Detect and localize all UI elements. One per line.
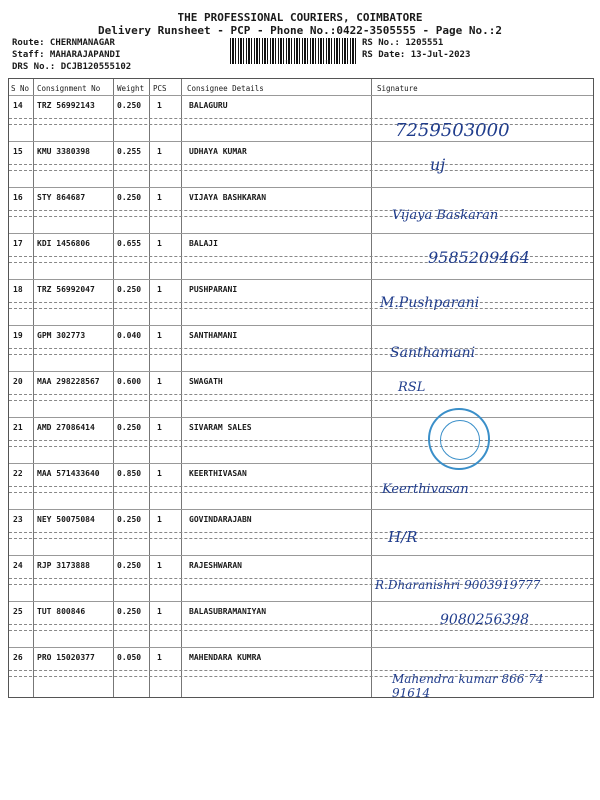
col-sno-header: S No (11, 84, 30, 93)
table-row (9, 325, 593, 372)
cell-weight: 0.600 (117, 377, 142, 386)
cell-sno: 25 (13, 607, 23, 616)
cell-consignee: VIJAYA BASHKARAN (189, 193, 267, 202)
cell-weight: 0.040 (117, 331, 142, 340)
cell-consignment: NEY 50075084 (37, 515, 95, 524)
col-consignee-header: Consignee Details (187, 84, 264, 93)
staff-label: Staff: MAHARAJAPANDI (12, 50, 121, 60)
cell-pcs: 1 (157, 101, 162, 110)
cell-consignment: AMD 27086414 (37, 423, 95, 432)
signature-row-20: RSL (398, 380, 426, 395)
signature-row-25: 9080256398 (440, 612, 530, 628)
runsheet-subtitle: Delivery Runsheet - PCP - Phone No.:0422-3505555 - Page No.:2 (98, 24, 502, 37)
cell-sno: 22 (13, 469, 23, 478)
signature-row-24: R.Dharanishri 9003919777 (375, 578, 541, 592)
cell-weight: 0.250 (117, 285, 142, 294)
cell-consignment: MAA 298228567 (37, 377, 100, 386)
cell-sno: 23 (13, 515, 23, 524)
cell-pcs: 1 (157, 515, 162, 524)
cell-weight: 0.250 (117, 515, 142, 524)
runsheet-table (8, 78, 594, 698)
cell-pcs: 1 (157, 285, 162, 294)
delivery-stamp (428, 408, 490, 470)
cell-consignment: KMU 3380398 (37, 147, 90, 156)
signature-row-22: Keerthivasan (382, 482, 469, 497)
cell-pcs: 1 (157, 377, 162, 386)
signature-row-15: uj (430, 155, 446, 174)
cell-sno: 16 (13, 193, 23, 202)
cell-consignment: MAA 571433640 (37, 469, 100, 478)
table-row (9, 509, 593, 556)
cell-weight: 0.250 (117, 193, 142, 202)
cell-sno: 14 (13, 101, 23, 110)
barcode (230, 38, 358, 64)
cell-sno: 18 (13, 285, 23, 294)
rs-number: RS No.: 1205551 (362, 38, 444, 48)
cell-consignment: TUT 800846 (37, 607, 86, 616)
cell-weight: 0.250 (117, 607, 142, 616)
cell-consignee: UDHAYA KUMAR (189, 147, 247, 156)
cell-consignee: GOVINDARAJABN (189, 515, 252, 524)
cell-pcs: 1 (157, 239, 162, 248)
cell-weight: 0.250 (117, 561, 142, 570)
signature-row-14: 7259503000 (395, 120, 510, 141)
cell-weight: 0.250 (117, 423, 142, 432)
signature-row-19: Santhamani (390, 345, 476, 361)
table-row (9, 371, 593, 418)
col-signature-header: Signature (377, 84, 418, 93)
cell-consignee: PUSHPARANI (189, 285, 238, 294)
cell-consignment: TRZ 56992143 (37, 101, 95, 110)
signature-row-23: H/R (388, 528, 418, 546)
table-row (9, 279, 593, 326)
cell-consignee: BALASUBRAMANIYAN (189, 607, 267, 616)
col-pcs-header: PCS (153, 84, 167, 93)
cell-pcs: 1 (157, 607, 162, 616)
signature-row-18: M.Pushparani (380, 295, 480, 311)
cell-consignment: RJP 3173888 (37, 561, 90, 570)
cell-weight: 0.050 (117, 653, 142, 662)
cell-consignee: BALAGURU (189, 101, 228, 110)
cell-consignment: PRO 15020377 (37, 653, 95, 662)
table-row (9, 417, 593, 464)
rs-date: RS Date: 13-Jul-2023 (362, 50, 471, 60)
cell-weight: 0.255 (117, 147, 142, 156)
table-row (9, 187, 593, 234)
cell-sno: 19 (13, 331, 23, 340)
cell-consignment: STY 864687 (37, 193, 86, 202)
cell-consignment: GPM 302773 (37, 331, 86, 340)
col-consignment-header: Consignment No (37, 84, 101, 93)
table-row (9, 463, 593, 510)
cell-sno: 20 (13, 377, 23, 386)
cell-sno: 15 (13, 147, 23, 156)
cell-sno: 21 (13, 423, 23, 432)
cell-consignee: KEERTHIVASAN (189, 469, 247, 478)
cell-weight: 0.655 (117, 239, 142, 248)
cell-pcs: 1 (157, 423, 162, 432)
cell-pcs: 1 (157, 653, 162, 662)
cell-sno: 26 (13, 653, 23, 662)
drs-number: DRS No.: DCJB120555102 (12, 62, 132, 72)
cell-consignee: SIVARAM SALES (189, 423, 252, 432)
company-title: THE PROFESSIONAL COURIERS, COIMBATORE (177, 11, 423, 24)
cell-consignee: SANTHAMANI (189, 331, 238, 340)
signature-row-17: 9585209464 (428, 248, 530, 267)
cell-consignee: RAJESHWARAN (189, 561, 242, 570)
cell-pcs: 1 (157, 193, 162, 202)
table-row (9, 141, 593, 188)
col-weight-header: Weight (117, 84, 145, 93)
cell-sno: 24 (13, 561, 23, 570)
route-label: Route: CHERNMANAGAR (12, 38, 115, 48)
cell-weight: 0.850 (117, 469, 142, 478)
cell-consignment: TRZ 56992047 (37, 285, 95, 294)
signature-row-26: Mahendra kumar 866 74 91614 (392, 672, 544, 700)
cell-consignee: SWAGATH (189, 377, 223, 386)
cell-pcs: 1 (157, 331, 162, 340)
cell-sno: 17 (13, 239, 23, 248)
cell-weight: 0.250 (117, 101, 142, 110)
cell-pcs: 1 (157, 147, 162, 156)
cell-consignment: KDI 1456806 (37, 239, 90, 248)
signature-row-16: Vijaya Baskaran (392, 208, 499, 223)
cell-pcs: 1 (157, 469, 162, 478)
cell-consignee: MAHENDARA KUMRA (189, 653, 262, 662)
cell-consignee: BALAJI (189, 239, 218, 248)
cell-pcs: 1 (157, 561, 162, 570)
